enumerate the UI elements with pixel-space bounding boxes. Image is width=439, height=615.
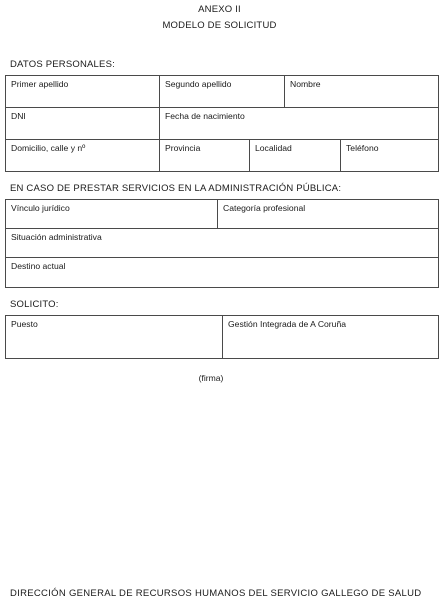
- phone-field[interactable]: Teléfono: [341, 140, 439, 172]
- second-surname-field[interactable]: Segundo apellido: [160, 76, 285, 108]
- annex-label: ANEXO II: [198, 4, 241, 15]
- request-heading: SOLICITO:: [10, 299, 59, 310]
- name-field[interactable]: Nombre: [285, 76, 439, 108]
- legal-link-field[interactable]: Vínculo jurídico: [6, 200, 218, 229]
- birth-date-field[interactable]: Fecha de nacimiento: [160, 108, 439, 140]
- position-field[interactable]: Puesto: [6, 316, 223, 359]
- personal-data-table: [5, 75, 439, 172]
- admin-situation-field[interactable]: Situación administrativa: [6, 229, 439, 258]
- address-field[interactable]: Domicilio, calle y nº: [6, 140, 160, 172]
- signature-label: (firma): [198, 373, 224, 383]
- public-service-table: [5, 199, 439, 288]
- footer-recipient: DIRECCIÓN GENERAL DE RECURSOS HUMANOS DEL SERVICIO GALLEGO DE SALUD: [10, 588, 422, 599]
- request-table: [5, 315, 439, 359]
- province-field[interactable]: Provincia: [160, 140, 250, 172]
- current-post-field[interactable]: Destino actual: [6, 258, 439, 288]
- locality-field[interactable]: Localidad: [250, 140, 341, 172]
- dni-field[interactable]: DNI: [6, 108, 160, 140]
- form-title: MODELO DE SOLICITUD: [162, 20, 277, 31]
- first-surname-field[interactable]: Primer apellido: [6, 76, 160, 108]
- professional-category-field[interactable]: Categoría profesional: [218, 200, 439, 229]
- personal-data-heading: DATOS PERSONALES:: [10, 59, 115, 70]
- public-service-heading: EN CASO DE PRESTAR SERVICIOS EN LA ADMINISTRACIÓN PÚBLICA:: [10, 183, 342, 194]
- management-area-field[interactable]: Gestión Integrada de A Coruña: [223, 316, 439, 359]
